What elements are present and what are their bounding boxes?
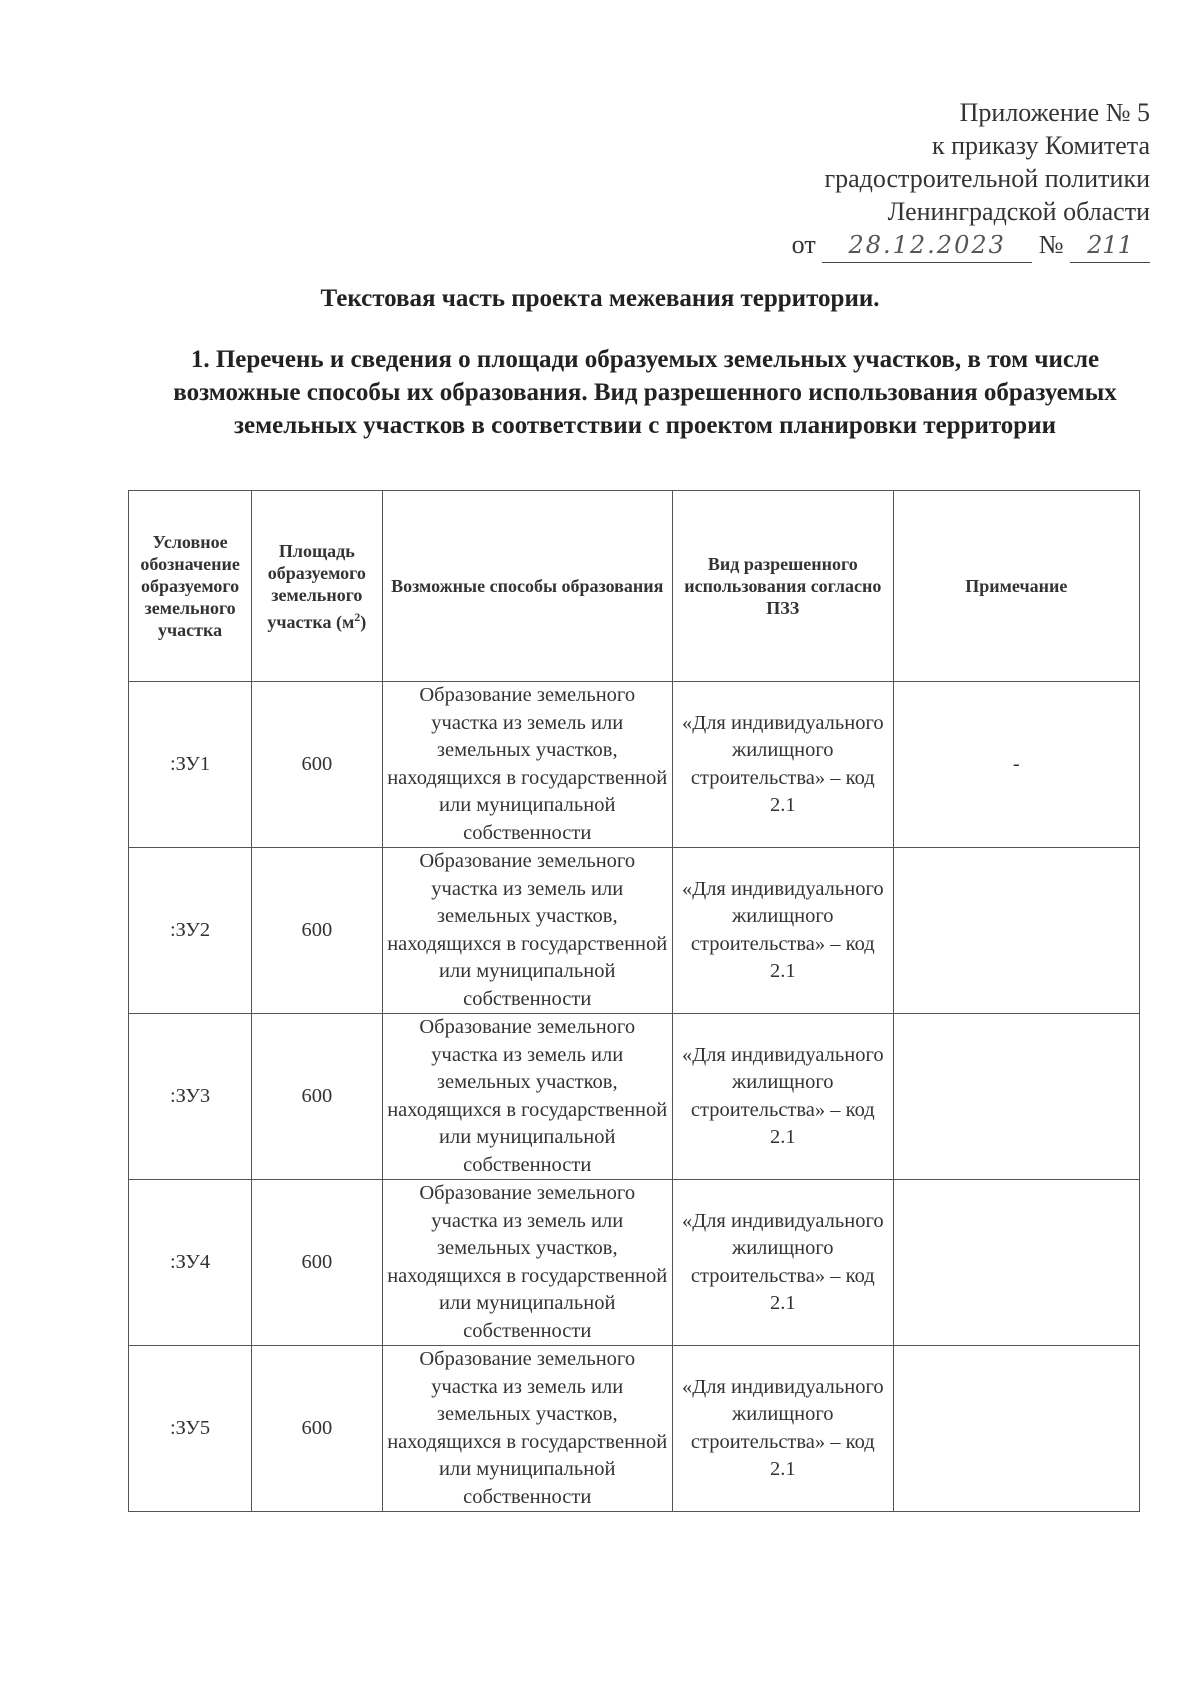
cell-formation-method: Образование земельного участка из земель или земельных участков, находящихся в государственной или муниципальной собственности: [382, 1180, 672, 1346]
cell-formation-method: Образование земельного участка из земель или земельных участков, находящихся в государственной или муниципальной собственности: [382, 1014, 672, 1180]
table-header-row: [129, 491, 1140, 682]
cell-note: [893, 1346, 1139, 1512]
order-date-line: [550, 228, 1150, 263]
header-area: [252, 491, 382, 682]
handwritten-order-number: 211: [1070, 229, 1150, 263]
cell-note: [893, 848, 1139, 1014]
header-permitted-use: Вид разрешенного использования согласно ПЗЗ: [672, 491, 893, 682]
handwritten-date: 28.12.2023: [822, 229, 1032, 263]
header-area-superscript: 2: [354, 609, 361, 624]
table-row: [129, 848, 1140, 1014]
cell-permitted-use: «Для индивидуального жилищного строительства» – код 2.1: [672, 682, 893, 848]
cell-formation-method: Образование земельного участка из земель или земельных участков, находящихся в государственной или муниципальной собственности: [382, 848, 672, 1014]
appendix-line-2: к приказу Комитета: [931, 131, 1150, 160]
appendix-line-1: Приложение № 5: [959, 98, 1150, 127]
table-row: [129, 1180, 1140, 1346]
cell-plot-id: :ЗУ4: [129, 1180, 252, 1346]
table-row: [129, 1346, 1140, 1512]
cell-plot-id: :ЗУ2: [129, 848, 252, 1014]
table-row: [129, 1014, 1140, 1180]
cell-plot-id: :ЗУ1: [129, 682, 252, 848]
header-area-close: ): [360, 611, 367, 632]
cell-formation-method: Образование земельного участка из земель или земельных участков, находящихся в государственной или муниципальной собственности: [382, 682, 672, 848]
appendix-line-3: градостроительной политики: [824, 164, 1150, 193]
cell-area: 600: [252, 848, 382, 1014]
cell-area: 600: [252, 1180, 382, 1346]
cell-area: 600: [252, 1346, 382, 1512]
header-area-text: Площадь образуемого земельного участка (м: [267, 540, 366, 632]
cell-formation-method: Образование земельного участка из земель или земельных участков, находящихся в государственной или муниципальной собственности: [382, 1346, 672, 1512]
cell-plot-id: :ЗУ3: [129, 1014, 252, 1180]
number-prefix: №: [1038, 230, 1064, 259]
header-plot-id: Условное обозначение образуемого земельного участка: [129, 491, 252, 682]
header-formation-method: Возможные способы образования: [382, 491, 672, 682]
cell-note: [893, 1014, 1139, 1180]
cell-plot-id: :ЗУ5: [129, 1346, 252, 1512]
appendix-line-4: Ленинградской области: [887, 197, 1150, 226]
cell-permitted-use: «Для индивидуального жилищного строительства» – код 2.1: [672, 1180, 893, 1346]
document-title: Текстовая часть проекта межевания территории.: [320, 285, 880, 312]
cell-area: 600: [252, 682, 382, 848]
date-prefix: от: [791, 230, 816, 259]
cell-permitted-use: «Для индивидуального жилищного строительства» – код 2.1: [672, 1014, 893, 1180]
header-note: Примечание: [893, 491, 1139, 682]
land-plots-table: [128, 490, 1140, 1512]
table-row: [129, 682, 1140, 848]
appendix-block: [550, 96, 1150, 263]
cell-permitted-use: «Для индивидуального жилищного строительства» – код 2.1: [672, 848, 893, 1014]
cell-note: -: [893, 682, 1139, 848]
cell-area: 600: [252, 1014, 382, 1180]
cell-permitted-use: «Для индивидуального жилищного строительства» – код 2.1: [672, 1346, 893, 1512]
section-heading: 1. Перечень и сведения о площади образуемых земельных участков, в том числе возможные способы их образования. Вид разрешенного использования образуемых земельных участков в соответствии с проектом планировки территории: [173, 346, 1117, 439]
cell-note: [893, 1180, 1139, 1346]
